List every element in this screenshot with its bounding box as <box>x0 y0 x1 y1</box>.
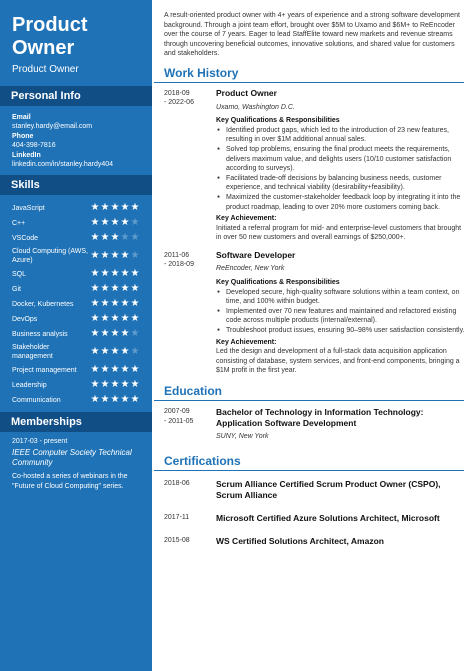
star-icon: ★ <box>130 394 140 405</box>
star-icon: ★ <box>90 232 100 243</box>
skill-row <box>12 217 152 229</box>
membership-description: Co-hosted a series of webinars in the "Future of Cloud Computing" series. <box>12 473 128 490</box>
star-icon: ★ <box>110 283 120 294</box>
star-icon: ★ <box>120 298 130 309</box>
star-icon: ★ <box>90 217 100 228</box>
responsibility-item: ● Troubleshoot product issues, ensuring 90–98% user satisfaction consistently. <box>216 326 468 336</box>
summary: A result-oriented product owner with 4+ years of experience and a strong software development background. Through a joint team effort, brought over $5M to Uxamo and $6M+ to ReEncoder over the course of 7 years. Eager to lead StaffElite toward new markets and revenue streams through uncovering beneficial outcomes, innovative solutions, and shared value for customers and stakeholders. <box>164 12 460 58</box>
star-icon: ★ <box>100 328 110 339</box>
education-heading: Education <box>154 384 464 401</box>
star-icon: ★ <box>110 346 120 357</box>
star-icon: ★ <box>120 202 130 213</box>
education-details <box>216 407 468 442</box>
job-dates <box>164 89 216 243</box>
achievement-label: Key Achievement: <box>216 215 277 223</box>
email-value[interactable]: stanley.hardy@email.com <box>12 123 93 130</box>
star-icon: ★ <box>110 268 120 279</box>
star-icon: ★ <box>130 217 140 228</box>
star-icon: ★ <box>130 268 140 279</box>
star-icon: ★ <box>90 313 100 324</box>
skill-rating <box>90 232 140 244</box>
star-icon: ★ <box>100 202 110 213</box>
skill-rating <box>90 313 140 325</box>
work-history <box>152 89 474 376</box>
skill-name: Stakeholder management <box>12 344 53 360</box>
certification-title: Microsoft Certified Azure Solutions Architect, Microsoft <box>216 512 440 523</box>
job-date-end: - 2018-09 <box>164 261 194 269</box>
responsibility-item: ● Implemented over 70 new features and maintained and refactored existing code across multiple products (internal/external). <box>216 307 468 326</box>
star-icon: ★ <box>120 364 130 375</box>
skill-name: Project management <box>12 366 77 374</box>
star-icon: ★ <box>110 298 120 309</box>
skill-row <box>12 202 152 214</box>
job-date-end: - 2022-06 <box>164 99 194 107</box>
star-icon: ★ <box>130 298 140 309</box>
achievement-text: Led the design and development of a full-stack data acquisition application consisting of database, system services, and front-end components, bringing a $1M profit in the first year. <box>216 348 460 375</box>
star-icon: ★ <box>130 328 140 339</box>
responsibility-item: ● Solved top problems, ensuring the final product meets the requirements, delivers maximum value, and delights users (10/10 customer satisfaction according to surveys). <box>216 145 468 174</box>
skill-row <box>12 232 152 244</box>
company: ReEncoder, New York <box>216 265 285 273</box>
star-icon: ★ <box>100 364 110 375</box>
skill-rating <box>90 394 140 406</box>
certification-entry <box>152 513 474 524</box>
star-icon: ★ <box>100 268 110 279</box>
certifications-list <box>152 479 474 547</box>
work-history-heading: Work History <box>154 66 464 83</box>
name-line-1: Product <box>12 14 88 36</box>
job-entry <box>152 89 474 243</box>
education-date-end: - 2011-05 <box>164 417 194 425</box>
star-icon: ★ <box>100 394 110 405</box>
job-subtitle: Product Owner <box>12 64 79 75</box>
star-icon: ★ <box>90 364 100 375</box>
phone-label: Phone <box>12 133 34 140</box>
job-title: Product Owner <box>216 87 277 98</box>
star-icon: ★ <box>110 313 120 324</box>
linkedin-label: LinkedIn <box>12 152 41 159</box>
education-entry <box>152 407 474 442</box>
star-icon: ★ <box>120 232 130 243</box>
star-icon: ★ <box>100 313 110 324</box>
star-icon: ★ <box>90 394 100 405</box>
job-dates <box>164 251 216 376</box>
star-icon: ★ <box>120 283 130 294</box>
star-icon: ★ <box>130 313 140 324</box>
skill-row <box>12 298 152 310</box>
star-icon: ★ <box>90 298 100 309</box>
skill-name: DevOps <box>12 315 38 323</box>
skill-name: Docker, Kubernetes <box>12 300 74 308</box>
personal-info-heading: Personal Info <box>0 86 152 106</box>
star-icon: ★ <box>90 328 100 339</box>
skill-name: SQL <box>12 270 27 278</box>
star-icon: ★ <box>130 346 140 357</box>
skill-row <box>12 343 152 361</box>
star-icon: ★ <box>120 313 130 324</box>
skill-name: JavaScript <box>12 204 45 212</box>
star-icon: ★ <box>130 379 140 390</box>
star-icon: ★ <box>100 298 110 309</box>
skill-row <box>12 328 152 340</box>
star-icon: ★ <box>90 250 100 261</box>
job-entry <box>152 251 474 376</box>
sidebar <box>0 0 152 671</box>
skill-rating <box>90 379 140 391</box>
star-icon: ★ <box>110 328 120 339</box>
star-icon: ★ <box>90 202 100 213</box>
star-icon: ★ <box>100 379 110 390</box>
membership-dates: 2017-03 - present <box>12 438 68 445</box>
skill-name: Business analysis <box>12 330 68 338</box>
star-icon: ★ <box>110 202 120 213</box>
skill-rating <box>90 268 140 280</box>
education-dates <box>164 407 216 442</box>
skill-rating <box>90 283 140 295</box>
star-icon: ★ <box>120 250 130 261</box>
certification-date: 2015-08 <box>164 536 190 544</box>
skill-row <box>12 313 152 325</box>
job-date-start: 2011-06 <box>164 251 190 259</box>
skill-name: Leadership <box>12 381 47 389</box>
skill-row <box>12 268 152 280</box>
skill-row <box>12 283 152 295</box>
skill-name: Cloud Computing (AWS, Azure) <box>12 248 88 264</box>
star-icon: ★ <box>110 250 120 261</box>
degree: Bachelor of Technology in Information Technology: Application Software Development <box>216 407 424 428</box>
education-date-start: 2007-09 <box>164 408 190 415</box>
star-icon: ★ <box>100 346 110 357</box>
star-icon: ★ <box>110 232 120 243</box>
skill-name: C++ <box>12 219 26 227</box>
star-icon: ★ <box>130 283 140 294</box>
skills-heading: Skills <box>0 175 152 195</box>
star-icon: ★ <box>110 379 120 390</box>
email-label: Email <box>12 114 31 121</box>
company: Uxamo, Washington D.C. <box>216 103 295 111</box>
responsibility-item: ● Developed secure, high-quality software solutions within a team context, on time, and 100% within budget. <box>216 288 468 307</box>
job-date-start: 2018-09 <box>164 89 190 97</box>
star-icon: ★ <box>120 346 130 357</box>
skill-row <box>12 379 152 391</box>
responsibilities-list <box>216 126 468 212</box>
skill-name: VSCode <box>12 234 39 242</box>
star-icon: ★ <box>90 379 100 390</box>
main-content <box>152 0 474 671</box>
qualifications-label: Key Qualifications & Responsibilities <box>216 117 340 125</box>
star-icon: ★ <box>130 364 140 375</box>
achievement-label: Key Achievement: <box>216 338 277 346</box>
star-icon: ★ <box>100 283 110 294</box>
skill-name: Git <box>12 285 21 293</box>
candidate-name <box>0 0 152 60</box>
skill-rating <box>90 217 140 229</box>
star-icon: ★ <box>90 268 100 279</box>
star-icon: ★ <box>90 346 100 357</box>
skill-name: Communication <box>12 396 61 404</box>
star-icon: ★ <box>90 283 100 294</box>
school: SUNY, New York <box>216 433 269 440</box>
responsibility-item: ● Facilitated trade-off decisions by balancing business needs, customer experience, and technical viability (desirability+feasibility). <box>216 174 468 193</box>
responsibility-item: ● Identified product gaps, which led to the introduction of 23 new features, resulting in over $1M additional annual sales. <box>216 126 468 145</box>
memberships-heading: Memberships <box>0 412 152 432</box>
star-icon: ★ <box>110 364 120 375</box>
certification-title: WS Certified Solutions Architect, Amazon <box>216 535 384 546</box>
job-title: Software Developer <box>216 249 296 260</box>
star-icon: ★ <box>100 232 110 243</box>
job-details <box>216 251 468 376</box>
skill-rating <box>90 250 140 262</box>
personal-info <box>0 106 152 168</box>
star-icon: ★ <box>130 232 140 243</box>
star-icon: ★ <box>120 268 130 279</box>
skill-rating <box>90 346 140 358</box>
name-line-2: Owner <box>12 37 75 59</box>
skill-row <box>12 394 152 406</box>
membership-title: IEEE Computer Society Technical Community <box>12 448 132 467</box>
star-icon: ★ <box>120 394 130 405</box>
linkedin-value[interactable]: linkedin.com/in/stanley.hardy404 <box>12 161 114 168</box>
skill-row <box>12 247 152 265</box>
certification-date: 2018-06 <box>164 479 190 487</box>
star-icon: ★ <box>120 379 130 390</box>
star-icon: ★ <box>110 394 120 405</box>
skill-rating <box>90 298 140 310</box>
responsibility-item: ● Maximized the customer-stakeholder feedback loop by integrating it into the product roadmap, leading to over 20% more customers coming back. <box>216 193 468 212</box>
certifications-heading: Certifications <box>154 454 464 471</box>
qualifications-label: Key Qualifications & Responsibilities <box>216 279 340 287</box>
achievement-text: Initiated a referral program for mid- and enterprise-level customers that brought in over 50 new customers and overall earnings of $250,000+. <box>216 224 462 242</box>
certification-title: Scrum Alliance Certified Scrum Product Owner (CSPO), Scrum Alliance <box>216 478 441 500</box>
star-icon: ★ <box>130 250 140 261</box>
responsibilities-list <box>216 288 468 336</box>
skill-row <box>12 364 152 376</box>
skill-rating <box>90 202 140 214</box>
skills-list <box>0 195 152 408</box>
star-icon: ★ <box>120 217 130 228</box>
skill-rating <box>90 328 140 340</box>
membership <box>0 432 152 491</box>
star-icon: ★ <box>120 328 130 339</box>
certification-date: 2017-11 <box>164 513 190 521</box>
phone-value: 404-398-7816 <box>12 142 56 149</box>
certification-entry <box>152 479 474 501</box>
star-icon: ★ <box>100 217 110 228</box>
star-icon: ★ <box>100 250 110 261</box>
star-icon: ★ <box>110 217 120 228</box>
certification-entry <box>152 536 474 547</box>
star-icon: ★ <box>130 202 140 213</box>
skill-rating <box>90 364 140 376</box>
job-details <box>216 89 468 243</box>
